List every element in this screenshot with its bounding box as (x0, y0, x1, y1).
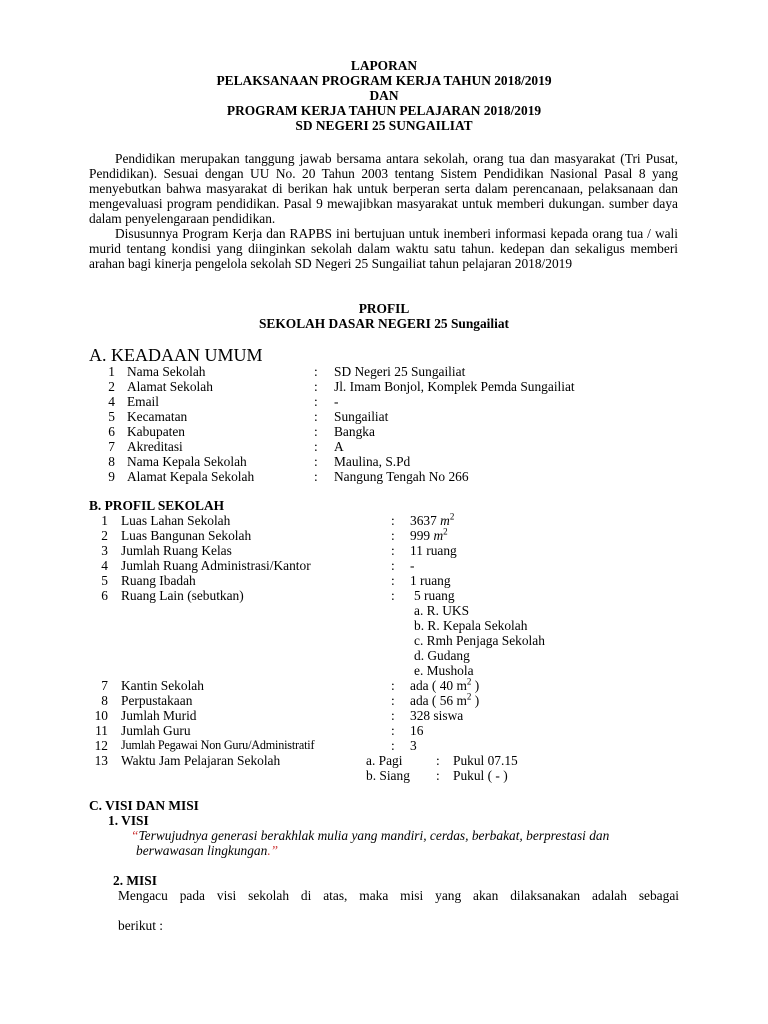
report-title-line2: PELAKSANAAN PROGRAM KERJA TAHUN 2018/2019 (216, 73, 552, 88)
visi-text-line2: berwawasan lingkungan.” (136, 843, 279, 858)
list-item: e. Mushola (414, 663, 474, 678)
report-title-line5: SD NEGERI 25 SUNGAILIAT (295, 118, 473, 133)
misi-heading: 2. MISI (113, 873, 157, 888)
report-title-line3: DAN (369, 88, 399, 103)
list-item: c. Rmh Penjaga Sekolah (414, 633, 545, 648)
profil-title: PROFIL (358, 301, 410, 316)
misi-text: Mengacu pada visi sekolah di atas, maka misi yang akan dilaksanakan adalah sebagai (118, 888, 679, 903)
visi-misi-heading: C. VISI DAN MISI (89, 798, 199, 813)
misi-text-line2: berikut : (118, 918, 163, 933)
list-item: b. R. Kepala Sekolah (414, 618, 528, 633)
keadaan-umum-heading: A. KEADAAN UMUM (89, 345, 263, 365)
intro-paragraph-2: Disusunnya Program Kerja dan RAPBS ini bertujuan untuk inemberi informasi kepada orang tua / wali murid tentang kondisi yang diinginkan sekolah dalam waktu satu tahun. kedepan dan sekaligus memberi arahan bagi kinerja pengelola sekolah SD Negeri 25 Sungailiat tahun pelajaran 2018/2019 (89, 226, 678, 271)
intro-text (89, 151, 678, 271)
intro-paragraph-1: Pendidikan merupakan tanggung jawab bersama antara sekolah, orang tua dan masyarakat (Tri Pusat, Pendidikan). Sesuai dengan UU No. 20 Tahun 2003 tentang Sistem Pendidikan Nasional Pasal 8 yang menyebutkan bahwa masyarakat di berikan hak untuk berperan serta dalam perencanaan, pelaksanaan dan mengevaluasi program pendidikan. Pasal 9 mewajibkan masyarakat untuk memberi dukungan. sumber daya dalam penyelengaraan pendidikan. (89, 151, 678, 226)
visi-heading: 1. VISI (108, 813, 149, 828)
visi-text: “Terwujudnya generasi berakhlak mulia yang mandiri, cerdas, berbakat, berprestasi dan (131, 828, 610, 843)
report-title-line4: PROGRAM KERJA TAHUN PELAJARAN 2018/2019 (226, 103, 542, 118)
report-title: LAPORAN (350, 58, 418, 73)
profil-subtitle: SEKOLAH DASAR NEGERI 25 Sungailiat (258, 316, 509, 331)
document-page: LAPORAN PELAKSANAAN PROGRAM KERJA TAHUN 2018/2019 DAN PROGRAM KERJA TAHUN PELAJARAN 2018/2019 SD NEGERI 25 SUNGAILIAT Pendidikan merupakan tanggung jawab bersama antara sekolah, orang tua dan masyarakat (Tri Pusat, Pendidikan). Sesuai dengan UU No. 20 Tahun 2003 tentang Sistem Pendidikan Nasional Pasal 8 yang menyebutkan bahwa masyarakat di berikan hak untuk berperan serta dalam perencanaan, pelaksanaan dan mengevaluasi program pendidikan. Pasal 9 mewajibkan masyarakat untuk memberi dukungan. sumber daya dalam penyelengaraan pendidikan. Disusunnya Program Kerja dan RAPBS ini bertujuan untuk inemberi informasi kepada orang tua / wali murid tentang kondisi yang diinginkan sekolah dalam waktu satu tahun. kedepan dan sekaligus memberi arahan bagi kinerja pengelola sekolah SD Negeri 25 Sungailiat tahun pelajaran 2018/2019 PROFIL SEKOLAH DASAR NEGERI 25 Sungailiat A. KEADAAN UMUM 1 Nama Sekolah : SD Negeri 25 Sungailiat 2 Alamat Sekolah : Jl. Imam Bonjol, Komplek Pemda Sungailiat 4 Email : - 5 Kecamatan : Sungailiat 6 Kabupaten : Bangka 7 Akreditasi : A 8 Nama Kepala Sekolah : Maulina, S.Pd 9 Alamat Kepala Sekolah : Nangung Tengah No 266 B. PROFIL SEKOLAH 1 Luas Lahan Sekolah : 3637 $m^2$ 2 Luas Bangunan Sekolah : 999 $m^2$ 3 Jumlah Ruang Kelas : 11 ruang 4 Jumlah Ruang Administrasi/Kantor : - 5 Ruang Ibadah : 1 ruang 6 Ruang Lain (sebutkan) : 5 ruang a. R. UKS b. R. Kepala Sekolah c. Rmh Penjaga Sekolah d. Gudang e. Mushola 7 Kantin Sekolah : ada ( 40 $m^2$ ) 8 Perpustakaan : ada ( 56 $m^2$ ) 10 Jumlah Murid : 328 siswa 11 Jumlah Guru : 16 12 Jumlah Pegawai Non Guru/Administratif : 3 13 Waktu Jam Pelajaran Sekolah a. Pagi : Pukul 07.15 b. Siang : Pukul ( - ) C. VISI DAN MISI 1. VISI “Terwujudnya generasi berakhlak mulia yang mandiri, cerdas, berbakat, berprestasi dan berwawasan lingkungan.” 2. MISI Mengacu pada visi sekolah di atas, maka misi yang akan dilaksanakan adalah sebagai berikut : (0, 0, 768, 1024)
list-item: a. R. UKS (414, 603, 470, 618)
list-item: d. Gudang (414, 648, 470, 663)
profil-sekolah-heading: B. PROFIL SEKOLAH (89, 498, 225, 513)
